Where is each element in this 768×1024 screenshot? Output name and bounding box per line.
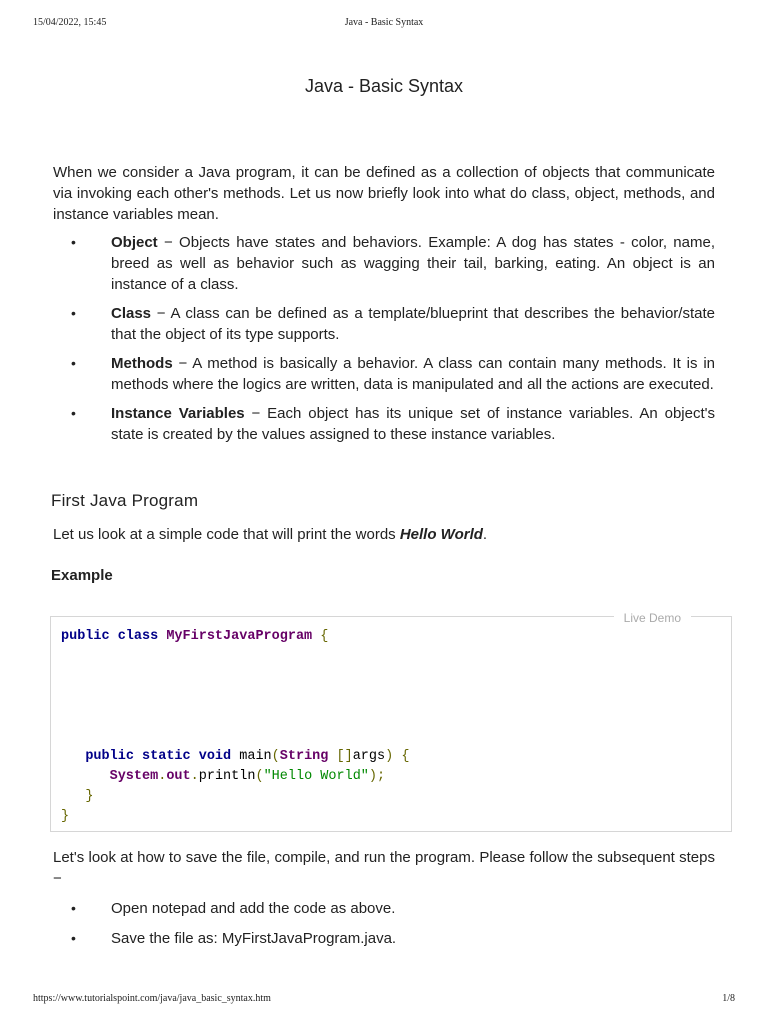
- code-arg: args: [352, 749, 386, 764]
- code-keyword: public static void: [85, 749, 232, 764]
- step-text: Open notepad and add the code as above.: [111, 900, 396, 917]
- code-brace: {: [320, 629, 329, 644]
- term-class: Class: [111, 305, 152, 322]
- code-array: []: [336, 749, 353, 764]
- code-keyword: public class: [61, 629, 159, 644]
- hello-text-after: .: [482, 526, 488, 543]
- list-item-instance-variables: [53, 403, 715, 445]
- intro-paragraph: When we consider a Java program, it can be defined as a collection of objects that communicate via invoking each other's methods. Let us now briefly look into what do class, object, methods, and instance variables mean.: [53, 164, 715, 223]
- bullet-icon: •: [71, 234, 76, 250]
- definition-methods: − A method is basically a behavior. A class can contain many methods. It is in methods where the logics are written, data is manipulated and all the actions are executed.: [111, 355, 715, 393]
- code-field: out: [166, 769, 191, 784]
- steps-list: [53, 898, 715, 958]
- concepts-list: [53, 232, 715, 453]
- list-item-object: [53, 232, 715, 295]
- list-item-class: [53, 303, 715, 345]
- code-paren: (: [255, 769, 264, 784]
- code-paren: ): [385, 749, 394, 764]
- steps-intro-paragraph: Let's look at how to save the file, compile, and run the program. Please follow the subsequent steps −: [53, 849, 715, 887]
- code-block: [61, 627, 409, 827]
- code-dot: .: [190, 769, 199, 784]
- code-terminator: );: [368, 769, 386, 784]
- code-call: println: [198, 769, 256, 784]
- print-datetime: 15/04/2022, 15:45: [33, 17, 107, 28]
- term-methods: Methods: [111, 355, 173, 372]
- section-heading-first-program: First Java Program: [51, 491, 199, 510]
- list-item-methods: [53, 353, 715, 395]
- step-text: Save the file as: MyFirstJavaProgram.java.: [111, 930, 397, 947]
- hello-text-before: Let us look at a simple code that will print the words: [53, 526, 400, 543]
- list-item: [53, 898, 715, 919]
- bullet-icon: •: [71, 900, 76, 916]
- code-class-name: MyFirstJavaProgram: [166, 629, 313, 644]
- term-object: Object: [111, 234, 158, 251]
- code-method-name: main: [239, 749, 272, 764]
- term-instance-variables: Instance Variables: [111, 405, 245, 422]
- bullet-icon: •: [71, 405, 76, 421]
- definition-class: − A class can be defined as a template/blueprint that describes the behavior/state that the object of its type supports.: [111, 305, 715, 343]
- print-page-number: 1/8: [722, 993, 735, 1004]
- bullet-icon: •: [71, 305, 76, 321]
- code-brace: {: [401, 749, 410, 764]
- page-title: Java - Basic Syntax: [304, 76, 464, 96]
- bullet-icon: •: [71, 930, 76, 946]
- hello-world-paragraph: [53, 524, 715, 545]
- live-demo-link[interactable]: Live Demo: [614, 611, 691, 625]
- definition-object: − Objects have states and behaviors. Example: A dog has states - color, name, breed as well as behavior such as wagging their tail, barking, eating. An object is an instance of a class.: [111, 234, 715, 293]
- code-dot: .: [158, 769, 167, 784]
- code-brace: }: [61, 809, 70, 824]
- example-heading: Example: [51, 567, 113, 584]
- code-brace: }: [85, 789, 94, 804]
- code-type: String: [279, 749, 329, 764]
- definition-instance-variables: − Each object has its unique set of instance variables. An object's state is created by the values assigned to these instance variables.: [111, 405, 716, 443]
- print-url: https://www.tutorialspoint.com/java/java_basic_syntax.htm: [33, 993, 271, 1004]
- print-title: Java - Basic Syntax: [344, 17, 424, 28]
- hello-world-emphasis: Hello World: [399, 526, 483, 543]
- code-string: "Hello World": [263, 769, 369, 784]
- code-example-box: [50, 611, 732, 832]
- code-type: System: [109, 769, 159, 784]
- bullet-icon: •: [71, 355, 76, 371]
- code-paren: (: [271, 749, 280, 764]
- list-item: [53, 928, 715, 949]
